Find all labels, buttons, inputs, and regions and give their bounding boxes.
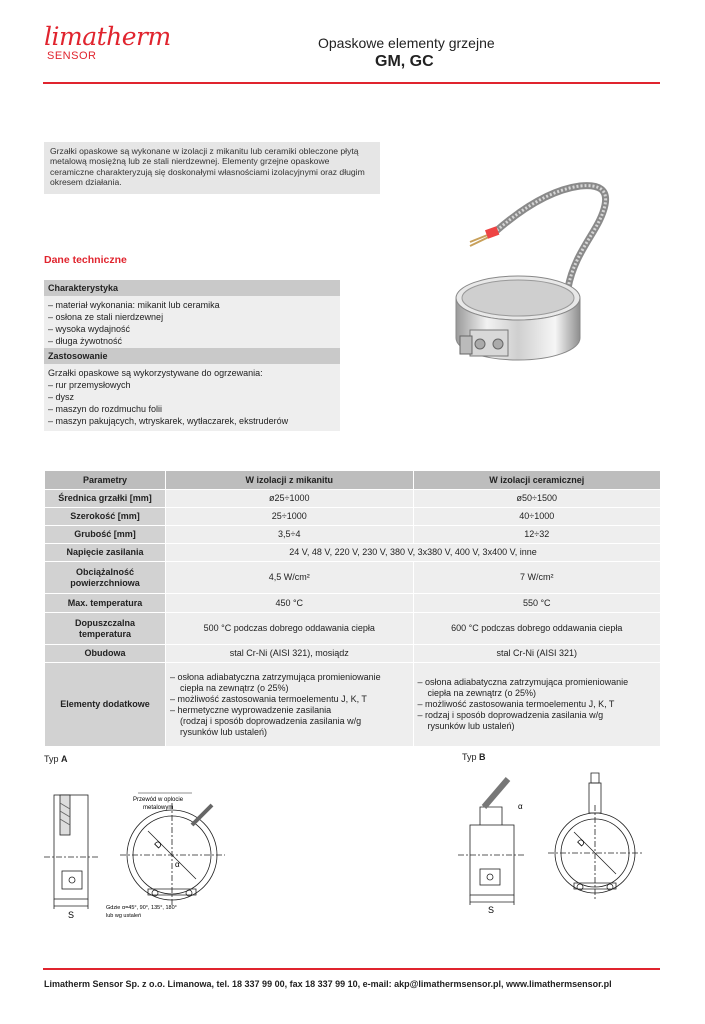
dim-d-label: D [152, 838, 165, 851]
table-row [45, 594, 661, 613]
table-row [45, 526, 661, 544]
cell-ceramic: 12÷32 [413, 526, 661, 544]
row-label: Elementy dodatkowe [45, 663, 166, 747]
page-subtitle: GM, GC [375, 53, 434, 70]
dim-alpha-label: α [175, 860, 180, 869]
type-a-letter: A [61, 754, 68, 764]
cable-note-line2: metalowym [143, 805, 174, 811]
cell-mica: 25÷1000 [166, 508, 414, 526]
cell-ceramic: stal Cr-Ni (AISI 321) [413, 645, 661, 663]
extras-line: – osłona adiabatyczna zatrzymująca promieniowanie [170, 671, 381, 682]
type-b-prefix: Typ [462, 752, 480, 762]
row-label: Obciążalność powierzchniowa [45, 562, 166, 594]
extras-line: rysunków lub ustaleń) [427, 721, 515, 731]
usage-list [44, 364, 340, 431]
table-row [45, 613, 661, 645]
type-b-label [462, 752, 486, 762]
extras-line: (rodzaj i sposób doprowadzenia zasilania w/g [180, 715, 362, 726]
logo-subtext: SENSOR [47, 50, 97, 62]
parameters-table [44, 470, 661, 747]
list-item: – maszyn do rozdmuchu folii [48, 404, 163, 414]
characteristics-box [44, 280, 340, 351]
dim-alpha-label-b: α [518, 802, 523, 811]
cell-ceramic-extras [413, 663, 661, 747]
extras-line: ciepła na zewnątrz (o 25%) [427, 688, 537, 698]
list-item: – osłona ze stali nierdzewnej [48, 312, 164, 322]
table-header: W izolacji z mikanitu [166, 471, 414, 490]
table-header: Parametry [45, 471, 166, 490]
extras-line: ciepła na zewnątrz (o 25%) [180, 682, 289, 693]
extras-line: – osłona adiabatyczna zatrzymująca promieniowanie [417, 677, 629, 687]
table-row [45, 490, 661, 508]
list-item: – materiał wykonania: mikanit lub ceramika [48, 300, 220, 310]
type-a-label [44, 754, 68, 764]
type-a-drawing [40, 785, 280, 925]
table-header: W izolacji ceramicznej [413, 471, 661, 490]
usage-heading: Zastosowanie [44, 348, 340, 364]
cell-voltage: 24 V, 48 V, 220 V, 230 V, 380 V, 3x380 V, 400 V, 3x400 V, inne [166, 544, 661, 562]
extras-line: – możliwość zastosowania termoelementu J, K, T [417, 699, 615, 709]
row-label: Szerokość [mm] [45, 508, 166, 526]
usage-box [44, 348, 340, 431]
cell-mica: ø25÷1000 [166, 490, 414, 508]
table-row [45, 508, 661, 526]
table-row [45, 562, 661, 594]
extras-line: – rodzaj i sposób doprowadzenia zasilania w/g [417, 710, 604, 720]
cell-ceramic: ø50÷1500 [413, 490, 661, 508]
list-item: – rur przemysłowych [48, 380, 131, 390]
row-label: Napięcie zasilania [45, 544, 166, 562]
row-label: Grubość [mm] [45, 526, 166, 544]
cell-ceramic: 40÷1000 [413, 508, 661, 526]
extras-line: – hermetyczne wyprowadzenie zasilania [170, 704, 332, 715]
cell-mica: 500 °C podczas dobrego oddawania ciepła [166, 613, 414, 645]
table-row [45, 544, 661, 562]
table-header-row [45, 471, 661, 490]
table-row [45, 663, 661, 747]
cell-mica: 450 °C [166, 594, 414, 613]
extras-line: – możliwość zastosowania termoelementu J, K, T [170, 693, 367, 704]
row-label: Dopuszczalna temperatura [45, 613, 166, 645]
footer-divider [43, 968, 660, 970]
dim-s-label: S [68, 910, 75, 920]
cell-mica: 3,5÷4 [166, 526, 414, 544]
usage-intro: Grzałki opaskowe są wykorzystywane do ogrzewania: [48, 368, 263, 378]
cable-note-line1: Przewód w oplocie [133, 797, 184, 803]
logo-wordmark: limatherm [44, 22, 171, 51]
cell-mica-extras [166, 663, 414, 747]
footer-contact: Limatherm Sensor Sp. z o.o. Limanowa, tel. 18 337 99 00, fax 18 337 99 10, e-mail: akp@limathermsensor.pl, www.limathermsensor.pl [44, 979, 612, 989]
cell-ceramic: 550 °C [413, 594, 661, 613]
cell-mica: stal Cr-Ni (AISI 321), mosiądz [166, 645, 414, 663]
type-b-letter: B [479, 752, 486, 762]
table-row [45, 645, 661, 663]
list-item: – wysoka wydajność [48, 324, 131, 334]
list-item: – maszyn pakujących, wtryskarek, wytłaczarek, ekstruderów [48, 416, 289, 426]
dim-s-label-b: S [488, 905, 495, 915]
angle-note-line2: lub wg ustaleń [106, 913, 142, 919]
row-label: Średnica grzałki [mm] [45, 490, 166, 508]
cell-ceramic: 7 W/cm² [413, 562, 661, 594]
characteristics-list [44, 296, 340, 351]
characteristics-heading: Charakterystyka [44, 280, 340, 296]
row-label: Obudowa [45, 645, 166, 663]
type-b-drawing [450, 765, 670, 915]
dim-d-label-b: D [575, 836, 588, 849]
header-divider [43, 82, 660, 84]
type-a-prefix: Typ [44, 754, 62, 764]
tech-data-title: Dane techniczne [44, 254, 127, 266]
angle-note-line1: Gdzie α=45°, 90°, 135°, 180° [106, 905, 177, 911]
extras-line: rysunków lub ustaleń) [180, 726, 268, 737]
cell-mica: 4,5 W/cm² [166, 562, 414, 594]
company-logo [44, 22, 171, 67]
cell-ceramic: 600 °C podczas dobrego oddawania ciepła [413, 613, 661, 645]
list-item: – dysz [48, 392, 75, 402]
row-label: Max. temperatura [45, 594, 166, 613]
list-item: – długa żywotność [48, 336, 123, 346]
page-title: Opaskowe elementy grzejne [318, 35, 495, 51]
product-photo [440, 170, 665, 395]
intro-paragraph: Grzałki opaskowe są wykonane w izolacji z mikanitu lub ceramiki obleczone płytą metalową mosiężną lub ze stali nierdzewnej. Elementy grzejne opaskowe ceramiczne charakteryzują się doskonałymi własnościami izolacyjnymi oraz długim okresem działania. [44, 142, 380, 194]
